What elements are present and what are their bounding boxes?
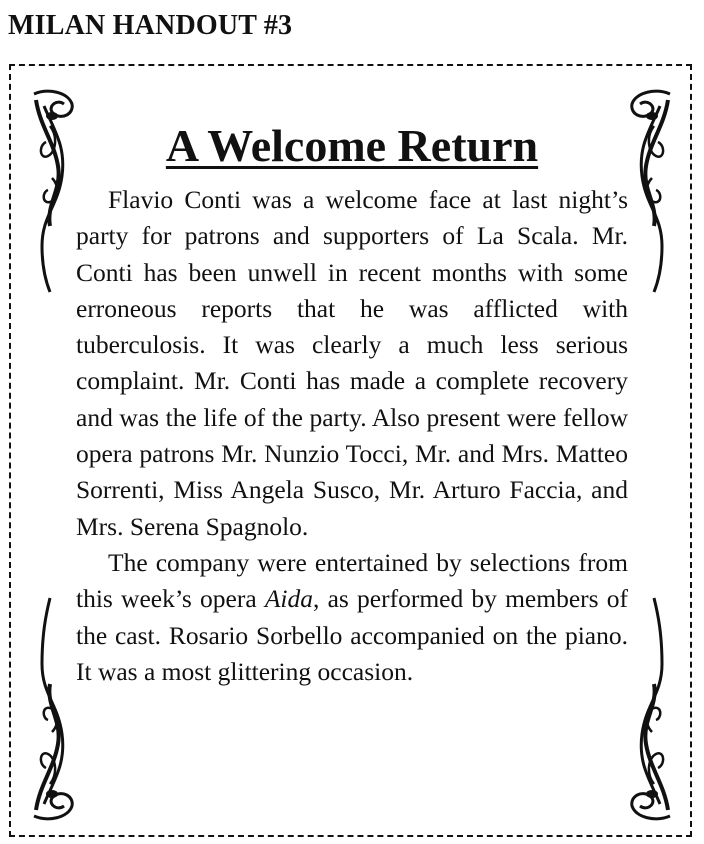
headline-text: A Welcome Return: [165, 120, 539, 171]
handout-label: MILAN HANDOUT #3: [8, 10, 293, 41]
article-paragraph-1: Flavio Conti was a welcome face at last night’s party for patrons and supporters of La Scala. Mr. Conti has been unwell in recent months with some erroneous reports that he was afflicted with tuberculosis. It was clearly a much less serious complaint. Mr. Conti has made a complete recovery and was the life of the party. Also present were fellow opera patrons Mr. Nunzio Tocci, Mr. and Mrs. Matteo Sorrenti, Miss Angela Susco, Mr. Arturo Faccia, and Mrs. Serena Spagnolo.: [76, 185, 628, 541]
opera-title: Aida: [264, 584, 314, 614]
article-body: [76, 182, 628, 690]
paragraph-2-text-before: The company were entertained by selections from this week’s opera: [76, 547, 628, 614]
art-nouveau-corner-icon: [628, 594, 676, 824]
paragraph-2-text-after: , as performed by members of the cast. Rosario Sorbello accompanied on the piano. It was a most glittering occasion.: [76, 584, 629, 686]
article-headline: [0, 118, 704, 174]
art-nouveau-corner-icon: [28, 594, 76, 824]
article-paragraph-2: [76, 545, 628, 690]
